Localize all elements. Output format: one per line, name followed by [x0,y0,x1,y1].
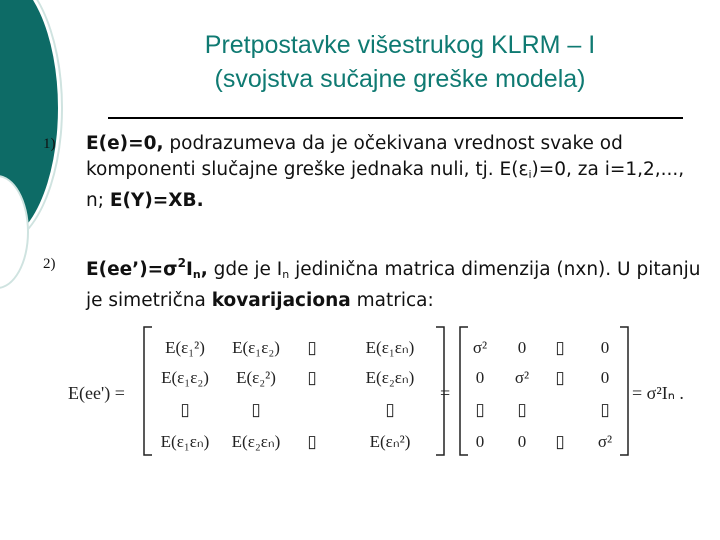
left-matrix-cell-0-2: ▯ [307,338,317,357]
item-1-lead: E(e)=0, [86,133,164,154]
item-2-lead-sup: 2 [177,256,186,270]
item-2-lead-sub: n [192,268,201,281]
slide-title-line2: (svojstva sučajne greške modela) [214,65,586,93]
right-matrix-cell-1-3: 0 [600,368,610,387]
left-matrix-cell-0-0: E(ε₁²) [165,338,205,357]
right-matrix-cell-3-0: 0 [475,432,485,451]
item-2-lead-a: E(ee’)=σ [86,259,178,280]
slide-title [110,28,690,96]
left-matrix-cell-0-3: E(ε₁εₙ) [365,338,415,357]
list-item-1 [86,131,701,214]
item-1-tail: E(Y)=XB. [109,190,204,211]
right-matrix-cell-0-3: 0 [600,338,610,357]
equation-rhs: = σ²Iₙ . [632,383,684,403]
right-matrix-cell-2-3: ▯ [600,400,610,419]
right-matrix [473,338,612,451]
left-matrix-cell-2-1: ▯ [251,400,261,419]
left-matrix-cell-0-1: E(ε₁ε₂) [232,338,280,357]
right-matrix-cell-0-1: 0 [517,338,527,357]
item-2-text1: gde je I [207,259,283,280]
right-matrix-cell-3-2: ▯ [555,432,565,451]
list-marker-2: 2) [43,256,56,272]
left-matrix-cell-3-1: E(ε₂εₙ) [231,432,281,451]
equation-lhs: E(ee') = [68,383,125,403]
left-matrix-cell-1-1: E(ε₂²) [236,368,276,387]
item-2-lead-b: I [185,259,193,280]
item-2-bold: kovarijaciona [211,290,351,311]
left-matrix-cell-2-0: ▯ [180,400,190,419]
covariance-matrix-equation [60,315,710,465]
left-matrix [161,338,415,451]
slide-title-line1: Pretpostavke višestrukog KLRM – I [204,31,596,59]
title-divider [108,117,683,119]
right-matrix-cell-2-0: ▯ [475,400,485,419]
left-matrix-cell-1-2: ▯ [307,368,317,387]
right-matrix-cell-3-1: 0 [517,432,527,451]
item-2-text3: matrica: [350,290,434,311]
item-2-sub: n [282,268,290,281]
item-2-text2: jedinična matrica dimenzija (nxn). U pitanju je simetrična [86,259,701,311]
left-matrix-bracket-open [144,327,152,455]
right-matrix-cell-1-0: 0 [475,368,485,387]
list-item-2 [86,250,701,314]
left-matrix-cell-3-0: E(ε₁εₙ) [160,432,210,451]
left-matrix-cell-2-3: ▯ [385,400,395,419]
right-matrix-cell-1-2: ▯ [555,368,565,387]
right-matrix-cell-3-3: σ² [597,432,613,451]
item-1-sub: i [528,168,532,181]
equation-equals: = [440,383,451,403]
item-1-text1: podrazumeva da je očekivana vrednost svake od komponenti slučajne greške jednaka nuli, tj. E(ε [86,133,623,180]
left-matrix-cell-3-2: ▯ [307,432,317,451]
right-matrix-cell-0-0: σ² [472,338,488,357]
item-2-lead-c: , [200,259,208,280]
left-matrix-cell-1-3: E(ε₂εₙ) [365,368,415,387]
list-marker-1: 1) [43,136,56,152]
right-matrix-cell-1-1: σ² [514,368,530,387]
left-matrix-cell-3-3: E(εₙ²) [369,432,411,451]
item-1-text2: )=0, za i=1,2,..., n; [86,159,685,211]
left-matrix-cell-1-0: E(ε₁ε₂) [161,368,209,387]
right-matrix-cell-2-1: ▯ [517,400,527,419]
right-matrix-cell-0-2: ▯ [555,338,565,357]
right-matrix-bracket-close [620,327,628,455]
right-matrix-bracket-open [460,327,468,455]
